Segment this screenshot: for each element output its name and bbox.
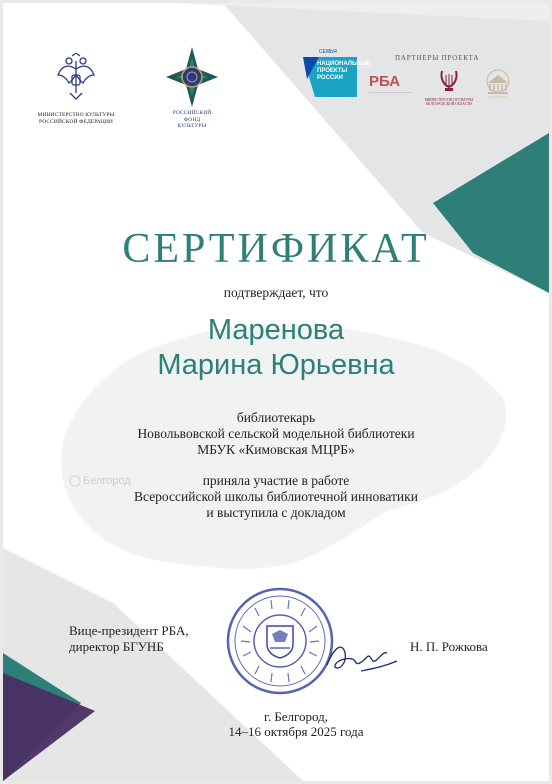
fund-name-line3: КУЛЬТУРЫ (177, 123, 207, 129)
double-eagle-emblem-icon (55, 53, 97, 103)
culture-fund-logo (163, 47, 221, 130)
partners-heading: ПАРТНЕРЫ ПРОЕКТА (395, 54, 480, 62)
stamp-crest-icon (267, 626, 293, 658)
national-projects-line1: НАЦИОНАЛЬНЫЕ (317, 61, 371, 67)
organization-line2: МБУК «Кимовская МЦРБ» (197, 442, 355, 457)
library-building-icon (483, 69, 513, 101)
rba-logo (369, 73, 413, 96)
signer-role-line1: Вице-президент РБА, (69, 623, 189, 638)
handwritten-signature (321, 631, 401, 681)
ministry-logo (33, 53, 119, 125)
organization-line1: Новольвовской сельской модельной библиотеки (137, 426, 415, 441)
fund-name-line1: РОССИЙСКИЙ (172, 110, 212, 116)
recipient-given-names: Марина Юрьевна (157, 349, 395, 381)
national-projects-top: СЕМЬЯ (319, 49, 337, 55)
participation-line1: приняла участие в работе (202, 473, 350, 488)
rba-name: РБА (369, 73, 401, 90)
footer-city: г. Белгород, (263, 709, 329, 724)
regional-ministry-logo (421, 69, 477, 106)
official-stamp (225, 586, 335, 696)
signer-name: Н. П. Рожкова (410, 639, 488, 654)
fund-name-line2: ФОНД (183, 116, 201, 123)
recipient-surname: Маренова (207, 314, 345, 346)
national-projects-line3: РОССИИ (317, 75, 343, 81)
confirms-text: подтверждает, что (223, 285, 329, 300)
participation-line2: Всероссийской школы библиотечной инноватики (134, 489, 418, 504)
library-building-logo (483, 69, 513, 101)
participation-line3: и выступила с докладом (206, 505, 346, 520)
national-projects-logo (299, 49, 371, 99)
star-emblem-icon (166, 47, 218, 107)
national-projects-line2: ПРОЕКТЫ (317, 68, 348, 74)
regional-ministry-name: МИНИСТЕРСТВО КУЛЬТУРЫ БЕЛГОРОДСКОЙ ОБЛАСТИ (424, 98, 474, 107)
signer-role-line2: директор БГУНБ (69, 639, 164, 654)
lyre-icon (438, 69, 460, 93)
certificate-title: СЕРТИФИКАТ (122, 226, 430, 272)
footer-dates: 14–16 октября 2025 года (228, 724, 364, 739)
map-city-label: Белгород (83, 475, 131, 487)
recipient-position: библиотекарь (236, 410, 316, 425)
ministry-name: МИНИСТЕРСТВО КУЛЬТУРЫ РОССИЙСКОЙ ФЕДЕРАЦИИ (37, 112, 115, 125)
certificate-page (3, 3, 549, 781)
